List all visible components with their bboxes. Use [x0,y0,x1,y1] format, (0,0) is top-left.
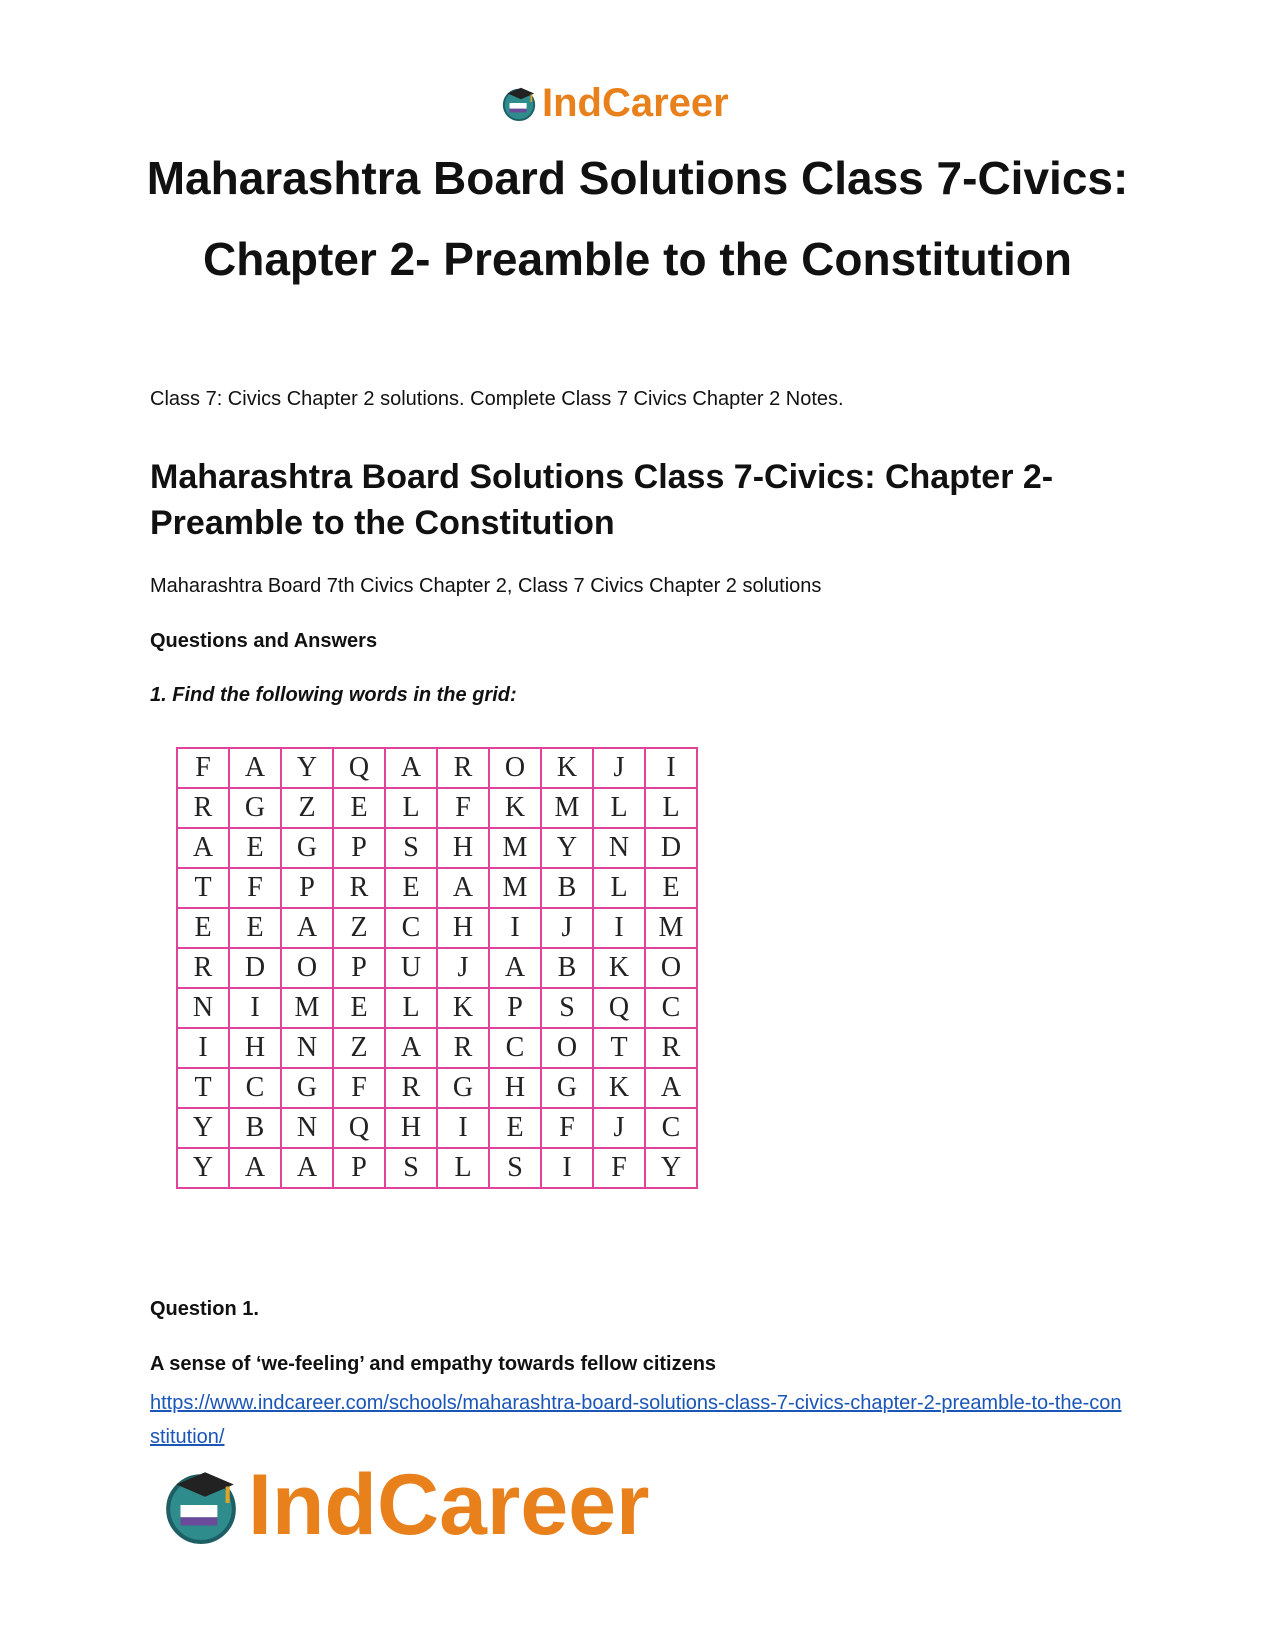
grid-cell: S [489,1148,541,1188]
page-title [80,138,1195,300]
logo-wordmark: IndCareer [248,1457,650,1553]
grid-row [177,1068,697,1108]
grid-cell: P [333,1148,385,1188]
grid-cell: K [437,988,489,1028]
grid-cell: E [333,788,385,828]
grid-cell: S [541,988,593,1028]
grid-cell: J [593,748,645,788]
header-logo[interactable] [500,80,729,126]
grid-cell: M [489,828,541,868]
grid-cell: A [385,1028,437,1068]
grid-cell: E [229,908,281,948]
grid-cell: P [489,988,541,1028]
grid-row [177,1028,697,1068]
grid-cell: T [593,1028,645,1068]
grid-row [177,908,697,948]
subline-text: Maharashtra Board 7th Civics Chapter 2, Class 7 Civics Chapter 2 solutions [150,575,822,597]
grid-cell: T [177,868,229,908]
grid-cell: Z [333,908,385,948]
grid-cell: A [645,1068,697,1108]
grid-cell: A [177,828,229,868]
qa-heading: Questions and Answers [150,630,378,652]
grid-cell: Y [645,1148,697,1188]
grid-cell: E [177,908,229,948]
grid-cell: F [229,868,281,908]
grid-cell: H [437,828,489,868]
grid-cell: Y [281,748,333,788]
grid-cell: N [281,1108,333,1148]
grid-cell: N [593,828,645,868]
grid-cell: G [281,828,333,868]
grid-cell: A [437,868,489,908]
section-heading: Maharashtra Board Solutions Class 7-Civics: Chapter 2- Preamble to the Constitution [150,458,1054,542]
grid-cell: M [645,908,697,948]
grid-cell: F [177,748,229,788]
grid-cell: I [645,748,697,788]
grid-cell: K [593,948,645,988]
grid-cell: R [177,788,229,828]
grid-row [177,1108,697,1148]
grid-cell: R [385,1068,437,1108]
grid-cell: R [333,868,385,908]
grid-cell: L [593,788,645,828]
grid-cell: B [541,868,593,908]
grid-cell: B [229,1108,281,1148]
grid-cell: I [229,988,281,1028]
grid-cell: K [489,788,541,828]
grid-cell: O [645,948,697,988]
grid-cell: E [645,868,697,908]
grid-cell: E [333,988,385,1028]
grid-cell: Q [593,988,645,1028]
grid-cell: Q [333,748,385,788]
grid-cell: E [489,1108,541,1148]
grid-cell: Y [541,828,593,868]
grid-cell: A [385,748,437,788]
grid-cell: G [229,788,281,828]
grid-cell: S [385,1148,437,1188]
grid-cell: I [177,1028,229,1068]
footer-logo[interactable] [160,1457,650,1553]
grid-cell: H [385,1108,437,1148]
grid-row [177,828,697,868]
source-link[interactable]: https://www.indcareer.com/schools/maharashtra-board-solutions-class-7-civics-chapter-2-preamble-to-the-constitution/ [150,1392,1122,1448]
grid-cell: Q [333,1108,385,1148]
grid-cell: M [281,988,333,1028]
grid-cell: A [229,748,281,788]
page-title-line-2: Chapter 2- Preamble to the Constitution [203,233,1072,285]
grid-cell: F [333,1068,385,1108]
grid-cell: N [177,988,229,1028]
grid-cell: H [489,1068,541,1108]
grid-cell: O [281,948,333,988]
grid-cell: T [177,1068,229,1108]
grid-cell: L [593,868,645,908]
grid-row [177,868,697,908]
grid-cell: C [645,988,697,1028]
grid-cell: L [437,1148,489,1188]
grid-cell: C [229,1068,281,1108]
grid-cell: O [541,1028,593,1068]
grid-cell: B [541,948,593,988]
grid-cell: G [541,1068,593,1108]
grid-cell: E [229,828,281,868]
grid-cell: J [437,948,489,988]
grid-cell: L [645,788,697,828]
graduation-cap-globe-icon [500,84,538,122]
grid-cell: H [229,1028,281,1068]
grid-cell: C [489,1028,541,1068]
grid-cell: D [229,948,281,988]
grid-cell: L [385,988,437,1028]
grid-cell: M [541,788,593,828]
grid-row [177,788,697,828]
grid-cell: C [645,1108,697,1148]
graduation-cap-globe-icon [160,1464,242,1546]
question-text: A sense of ‘we-feeling’ and empathy towards fellow citizens [150,1353,717,1375]
logo-wordmark: IndCareer [542,81,729,125]
grid-row [177,1148,697,1188]
grid-cell: R [177,948,229,988]
grid-cell: G [437,1068,489,1108]
task-instruction: 1. Find the following words in the grid: [150,684,517,706]
grid-cell: M [489,868,541,908]
grid-row [177,948,697,988]
grid-cell: A [229,1148,281,1188]
grid-cell: J [541,908,593,948]
grid-cell: I [541,1148,593,1188]
grid-cell: F [437,788,489,828]
grid-cell: L [385,788,437,828]
grid-cell: P [281,868,333,908]
grid-cell: K [593,1068,645,1108]
grid-cell: O [489,748,541,788]
grid-row [177,988,697,1028]
grid-cell: A [281,908,333,948]
grid-cell: D [645,828,697,868]
grid-cell: N [281,1028,333,1068]
grid-row [177,748,697,788]
grid-cell: K [541,748,593,788]
intro-text: Class 7: Civics Chapter 2 solutions. Complete Class 7 Civics Chapter 2 Notes. [150,388,844,410]
page-title-line-1: Maharashtra Board Solutions Class 7-Civics: [146,152,1129,204]
grid-cell: R [437,1028,489,1068]
grid-cell: U [385,948,437,988]
grid-cell: P [333,948,385,988]
grid-cell: F [593,1148,645,1188]
word-search-grid [176,747,698,1189]
grid-cell: Z [333,1028,385,1068]
grid-cell: A [489,948,541,988]
grid-cell: I [593,908,645,948]
grid-cell: Y [177,1108,229,1148]
grid-cell: F [541,1108,593,1148]
grid-cell: C [385,908,437,948]
grid-cell: R [437,748,489,788]
grid-cell: A [281,1148,333,1188]
grid-cell: P [333,828,385,868]
grid-cell: I [437,1108,489,1148]
grid-cell: J [593,1108,645,1148]
question-label: Question 1. [150,1298,259,1320]
grid-cell: Z [281,788,333,828]
grid-cell: I [489,908,541,948]
grid-cell: E [385,868,437,908]
grid-cell: G [281,1068,333,1108]
grid-cell: H [437,908,489,948]
grid-cell: R [645,1028,697,1068]
grid-cell: Y [177,1148,229,1188]
grid-cell: S [385,828,437,868]
